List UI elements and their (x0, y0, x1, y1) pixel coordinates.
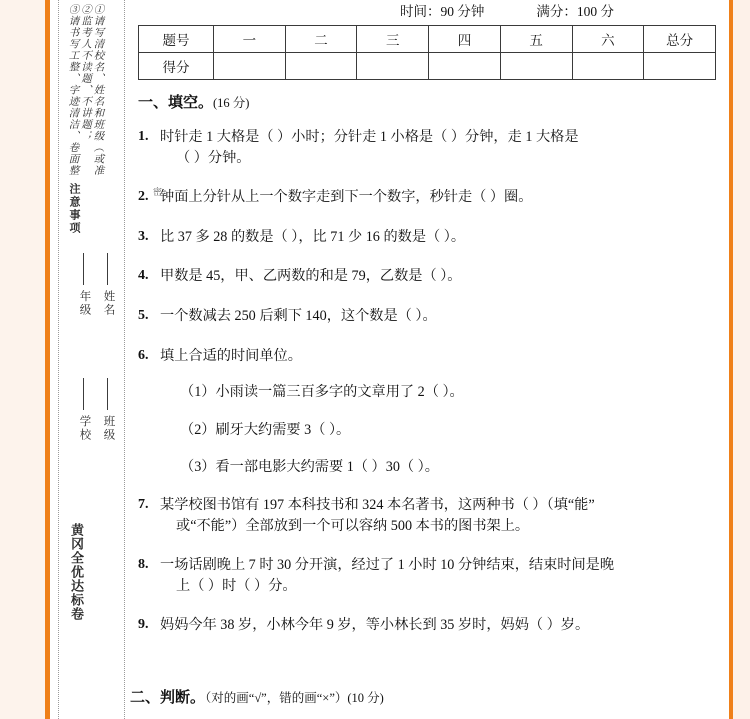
question-6 (138, 346, 728, 367)
question-4 (138, 266, 728, 287)
section-1-points: (16 分) (213, 96, 250, 110)
score-table-col-2: 二 (285, 26, 357, 53)
score-cell-4[interactable] (429, 53, 501, 80)
total-score-label: 满分：100 分 (536, 4, 614, 19)
notice-item-1: ①请写清校名、姓名和班级（或准 (92, 4, 105, 177)
score-table-col-4: 四 (429, 26, 501, 53)
score-cell-3[interactable] (357, 53, 429, 80)
question-6-number: 6. (138, 347, 149, 363)
question-2-number: 2. (138, 189, 149, 205)
exam-meta (400, 0, 730, 20)
score-table-col-1: 一 (214, 26, 286, 53)
question-9 (138, 615, 728, 636)
exam-content (130, 95, 728, 706)
seal-margin (52, 0, 162, 719)
question-6-sub-1: （1）小雨读一篇三百多字的文章用了 2（ ）。 (180, 384, 464, 401)
question-6-sub-2: （2）刷牙大约需要 3（ ）。 (180, 421, 351, 438)
seal-dotted-line-right (124, 0, 125, 719)
score-cell-6[interactable] (572, 53, 644, 80)
field-line-grade[interactable] (83, 253, 84, 285)
question-7 (138, 495, 728, 536)
section-heading-fill-in-blank (138, 96, 728, 111)
score-table-col-total: 总分 (644, 26, 716, 53)
question-3-line1: 比 37 多 28 的数是（ ），比 71 少 16 的数是（ ）。 (160, 228, 466, 245)
section-heading-true-false (130, 691, 384, 706)
section-2-title: 二、判断。 (130, 690, 206, 706)
section-2-points: （对的画“√”，错的画“×”）(10 分) (205, 691, 384, 705)
question-3-number: 3. (138, 228, 149, 244)
question-9-number: 9. (138, 617, 149, 633)
score-table-row-label-question: 题号 (139, 26, 214, 53)
left-page-edge (0, 0, 45, 719)
question-5-line1: 一个数减去 250 后剩下 140，这个数是（ ）。 (160, 307, 437, 324)
question-5 (138, 306, 728, 327)
question-5-number: 5. (138, 307, 149, 323)
question-6-sub-3: （3）看一部电影大约需要 1（ ）30（ ）。 (180, 459, 439, 476)
brand-vertical-title: 黄冈全优达标卷 (69, 523, 84, 621)
table-row-scores (139, 53, 716, 80)
question-3 (138, 227, 728, 248)
score-cell-5[interactable] (500, 53, 572, 80)
time-limit-label: 时间：90 分钟 (400, 4, 485, 19)
question-1-line1: 时针走 1 大格是（ ）小时；分针走 1 小格是（ ）分钟，走 1 大格是 (160, 129, 579, 145)
field-label-class: 班级 (102, 415, 115, 442)
score-table-col-6: 六 (572, 26, 644, 53)
question-7-line2: 或“不能”）全部放到一个可以容纳 500 本书的图书架上。 (176, 517, 530, 534)
score-cell-total[interactable] (644, 53, 716, 80)
question-4-line1: 甲数是 45，甲、乙两数的和是 79，乙数是（ ）。 (160, 268, 462, 285)
question-7-line1: 某学校图书馆有 197 本科技书和 324 本名著书，这两种书（ ）（填“能” (160, 496, 595, 513)
notice-item-2: ②监考人不读题、不讲题； (80, 4, 92, 142)
question-8-line1: 一场话剧晚上 7 时 30 分开演，经过了 1 小时 10 分钟结束，结束时间是晚 (160, 557, 615, 574)
seal-mark-character: 密 (152, 187, 162, 197)
question-8 (138, 555, 728, 596)
field-line-name[interactable] (107, 253, 108, 285)
question-7-number: 7. (138, 496, 149, 512)
question-4-number: 4. (138, 268, 149, 284)
question-1-number: 1. (138, 129, 149, 144)
question-8-line2: 上（ ）时（ ）分。 (176, 577, 297, 594)
question-1 (138, 127, 728, 168)
score-table (138, 25, 716, 80)
question-1-line2: （ ）分钟。 (176, 149, 251, 166)
table-row-question-numbers (139, 26, 716, 53)
score-cell-2[interactable] (285, 53, 357, 80)
right-page-edge (733, 0, 750, 719)
section-1-title: 一、填空。 (138, 95, 214, 111)
exam-notice-title: 注意事项 (68, 183, 80, 235)
score-table-row-label-score: 得分 (139, 53, 214, 80)
question-9-line1: 妈妈今年 38 岁，小林今年 9 岁，等小林长到 35 岁时，妈妈（ ）岁。 (160, 617, 590, 634)
field-label-school: 学校 (78, 415, 91, 442)
score-cell-1[interactable] (214, 53, 286, 80)
field-label-name: 姓名 (102, 290, 115, 317)
notice-item-3: ③请书写工整、字迹清洁、卷面整 (67, 4, 80, 177)
question-6-line1: 填上合适的时间单位。 (160, 347, 302, 364)
question-2-line1: 钟面上分针从上一个数字走到下一个数字，秒针走（ ）圈。 (160, 189, 533, 206)
score-table-col-5: 五 (500, 26, 572, 53)
field-line-class[interactable] (107, 378, 108, 410)
score-table-col-3: 三 (357, 26, 429, 53)
field-line-school[interactable] (83, 378, 84, 410)
question-8-number: 8. (138, 557, 149, 573)
field-label-grade: 年级 (78, 290, 91, 317)
question-2 (138, 187, 728, 208)
seal-dotted-line-left (58, 0, 59, 719)
